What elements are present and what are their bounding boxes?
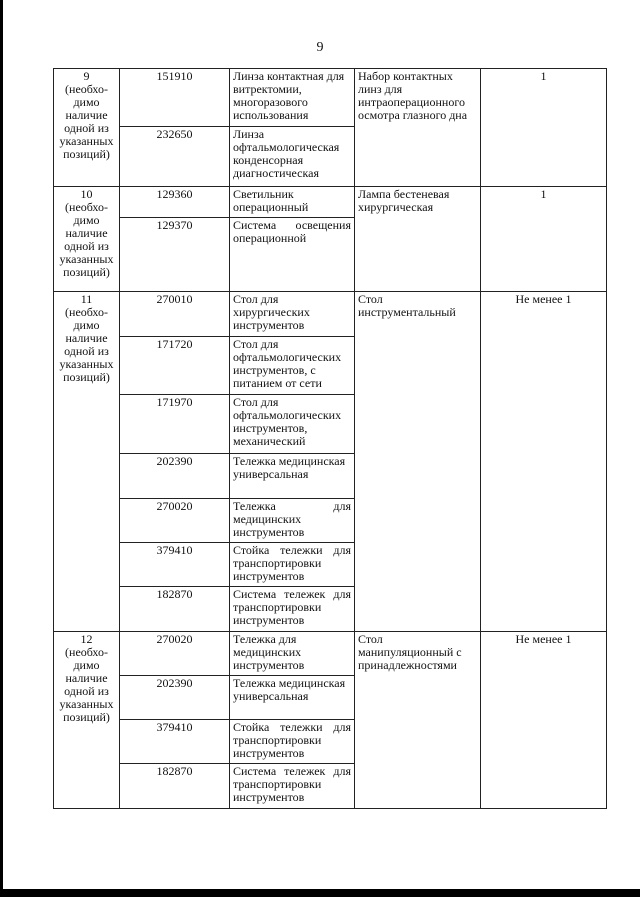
group-requirement-line: позиций) — [63, 370, 110, 384]
scan-bottom-edge — [0, 889, 640, 897]
item-code: 129360 — [120, 187, 230, 218]
group-number: 12 — [80, 632, 93, 646]
group-requirement-line: одной из — [64, 239, 109, 253]
group-number-cell — [54, 187, 120, 292]
group-requirement-line: одной из — [64, 684, 109, 698]
table-row — [54, 187, 607, 218]
item-code: 151910 — [120, 69, 230, 127]
item-code: 379410 — [120, 720, 230, 764]
table-row — [54, 632, 607, 676]
group-requirement-line: указанных — [59, 697, 114, 711]
group-number: 9 — [83, 69, 90, 83]
group-description: Стол манипуляционный с принадлежностями — [355, 632, 481, 809]
group-requirement-line: (необхо- — [65, 305, 108, 319]
item-code: 270020 — [120, 499, 230, 543]
item-name: Система тележек для транспортировки инструментов — [230, 764, 355, 809]
group-number-cell — [54, 632, 120, 809]
item-name: Тележка для медицинских инструментов — [230, 632, 355, 676]
item-name: Стол для офтальмологических инструментов, механический — [230, 395, 355, 454]
group-requirement-line: (необхо- — [65, 82, 108, 96]
group-requirement-line: наличие — [65, 108, 108, 122]
scan-left-edge — [0, 0, 3, 897]
item-name: Стол для хирургических инструментов — [230, 292, 355, 337]
item-name: Тележка медицинская универсальная — [230, 454, 355, 499]
item-code: 232650 — [120, 127, 230, 187]
item-name: Система освещения операционной — [230, 218, 355, 292]
item-name: Стол для офтальмологических инструментов, с питанием от сети — [230, 337, 355, 395]
group-requirement-line: димо — [73, 318, 100, 332]
item-code: 379410 — [120, 543, 230, 587]
table-row — [54, 69, 607, 127]
group-requirement-line: одной из — [64, 121, 109, 135]
item-name: Стойка тележки для транспортировки инструментов — [230, 543, 355, 587]
item-code: 202390 — [120, 454, 230, 499]
item-code: 129370 — [120, 218, 230, 292]
item-code: 182870 — [120, 587, 230, 632]
group-description: Набор контактных линз для интраоперационного осмотра глазного дна — [355, 69, 481, 187]
item-code: 270020 — [120, 632, 230, 676]
item-name: Линза контактная для витректомии, многоразового использования — [230, 69, 355, 127]
item-code: 171720 — [120, 337, 230, 395]
group-requirement-line: указанных — [59, 252, 114, 266]
item-code: 182870 — [120, 764, 230, 809]
group-quantity: Не менее 1 — [481, 292, 607, 632]
group-requirement-line: наличие — [65, 671, 108, 685]
equipment-table — [53, 68, 607, 809]
group-requirement-line: указанных — [59, 357, 114, 371]
group-requirement-line: димо — [73, 95, 100, 109]
table-row — [54, 292, 607, 337]
group-requirement-line: димо — [73, 658, 100, 672]
item-name: Тележка медицинская универсальная — [230, 676, 355, 720]
group-requirement-line: указанных — [59, 134, 114, 148]
group-requirement-line: (необхо- — [65, 645, 108, 659]
group-requirement-line: позиций) — [63, 147, 110, 161]
group-quantity: Не менее 1 — [481, 632, 607, 809]
group-requirement-line: позиций) — [63, 265, 110, 279]
group-quantity: 1 — [481, 187, 607, 292]
item-name: Стойка тележки для транспортировки инструментов — [230, 720, 355, 764]
group-description: Стол инструментальный — [355, 292, 481, 632]
item-code: 171970 — [120, 395, 230, 454]
group-requirement-line: одной из — [64, 344, 109, 358]
page-number: 9 — [316, 40, 324, 55]
item-code: 202390 — [120, 676, 230, 720]
group-requirement-line: димо — [73, 213, 100, 227]
group-number-cell — [54, 69, 120, 187]
item-name: Система тележек для транспортировки инструментов — [230, 587, 355, 632]
group-requirement-line: наличие — [65, 331, 108, 345]
group-number-cell — [54, 292, 120, 632]
item-name: Тележка для медицинских инструментов — [230, 499, 355, 543]
group-number: 10 — [80, 187, 93, 201]
group-description: Лампа бестеневая хирургическая — [355, 187, 481, 292]
item-code: 270010 — [120, 292, 230, 337]
group-requirement-line: позиций) — [63, 710, 110, 724]
item-name: Линза офтальмологическая конденсорная диагностическая — [230, 127, 355, 187]
group-requirement-line: наличие — [65, 226, 108, 240]
group-number: 11 — [80, 292, 93, 306]
group-quantity: 1 — [481, 69, 607, 187]
item-name: Светильник операционный — [230, 187, 355, 218]
group-requirement-line: (необхо- — [65, 200, 108, 214]
